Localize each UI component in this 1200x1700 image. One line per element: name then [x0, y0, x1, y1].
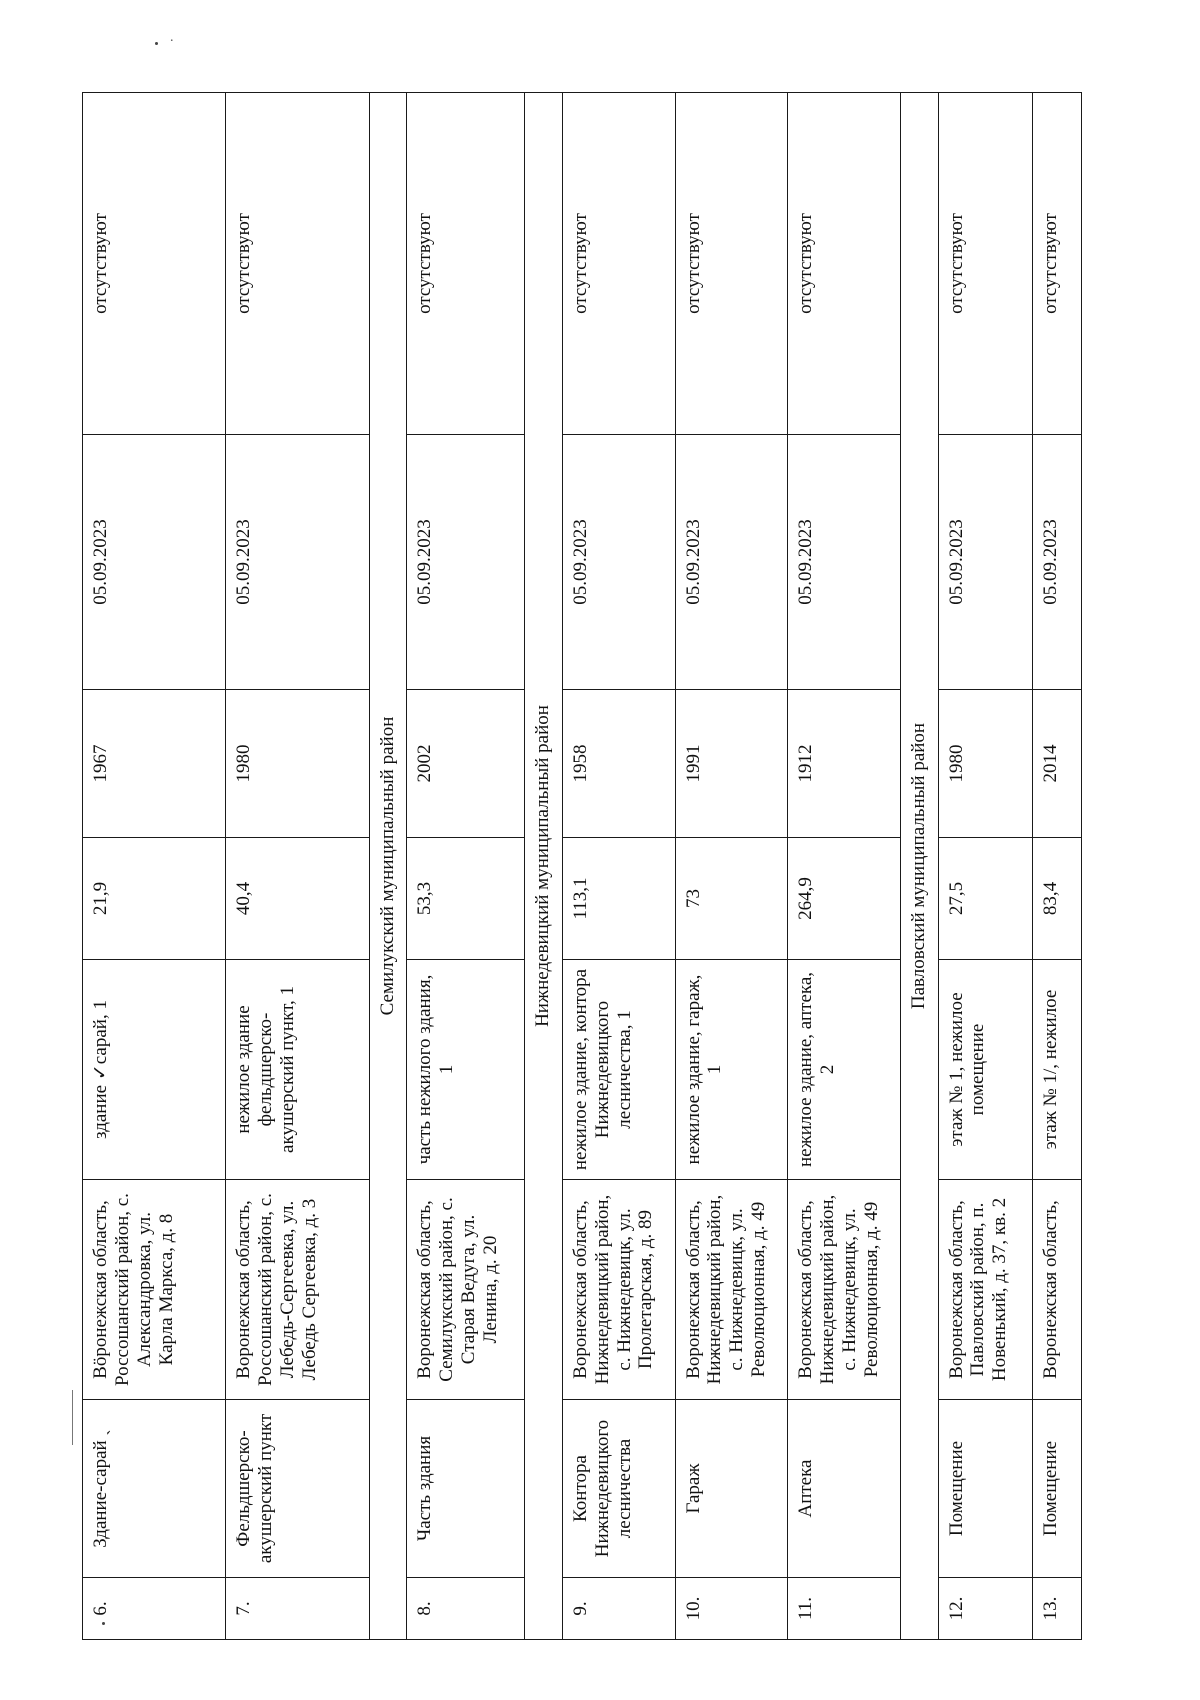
- object-year: 1991: [675, 690, 788, 838]
- object-name: Часть здания: [407, 1400, 525, 1578]
- row-number: 7.: [226, 1578, 369, 1640]
- object-purpose: здание ✓сарай, 1: [83, 960, 226, 1180]
- object-encumbrance: отсутствуют: [788, 93, 901, 435]
- object-area: 264,9: [788, 838, 901, 960]
- object-area: 21,9: [83, 838, 226, 960]
- object-area: 73: [675, 838, 788, 960]
- object-encumbrance: отсутствуют: [83, 93, 226, 435]
- row-number: 13.: [1032, 1578, 1081, 1640]
- row-number: 12.: [938, 1578, 1032, 1640]
- table-row: [938, 93, 1032, 1640]
- object-purpose: нежилое здание, контора Нижнедевицкого лесничества, 1: [562, 960, 675, 1180]
- object-date: 05.09.2023: [83, 435, 226, 690]
- object-date: 05.09.2023: [675, 435, 788, 690]
- object-year: 1967: [83, 690, 226, 838]
- margin-mark: [72, 1390, 79, 1445]
- row-number: 9.: [562, 1578, 675, 1640]
- table-row: [407, 93, 525, 1640]
- object-address: Вöронежская область, Россошанский район, с. Александровка, ул. Карла Маркса, д. 8: [83, 1180, 226, 1400]
- object-year: 1912: [788, 690, 901, 838]
- object-address: Воронежская область, Павловский район, п. Новенький, д. 37, кв. 2: [938, 1180, 1032, 1400]
- object-purpose: нежилое здание, аптека, 2: [788, 960, 901, 1180]
- object-encumbrance: отсутствуют: [562, 93, 675, 435]
- object-name: Помещение: [938, 1400, 1032, 1578]
- object-area: 53,3: [407, 838, 525, 960]
- object-date: 05.09.2023: [788, 435, 901, 690]
- district-heading: Нижнедевицкий муниципальный район: [525, 93, 563, 1640]
- object-year: 1958: [562, 690, 675, 838]
- object-address: Воронежская область,: [1032, 1180, 1081, 1400]
- row-number: 8.: [407, 1578, 525, 1640]
- object-date: 05.09.2023: [562, 435, 675, 690]
- object-date: 05.09.2023: [407, 435, 525, 690]
- object-name: Аптека: [788, 1400, 901, 1578]
- object-name: Здание-сарай ˎ: [83, 1400, 226, 1578]
- object-name: Гараж: [675, 1400, 788, 1578]
- object-purpose: часть нежилого здания, 1: [407, 960, 525, 1180]
- property-table: [82, 92, 1082, 1640]
- scan-speck: [155, 42, 158, 45]
- row-number: 6.: [83, 1578, 226, 1640]
- object-encumbrance: отсутствуют: [226, 93, 369, 435]
- object-name: Контора Нижнедевицкого лесничества: [562, 1400, 675, 1578]
- district-row: [369, 93, 407, 1640]
- table-row: [675, 93, 788, 1640]
- table-row: [1032, 93, 1081, 1640]
- row-number: 11.: [788, 1578, 901, 1640]
- row-number: 10.: [675, 1578, 788, 1640]
- object-encumbrance: отсутствуют: [938, 93, 1032, 435]
- object-purpose: этаж № 1, нежилое помещение: [938, 960, 1032, 1180]
- district-row: [525, 93, 563, 1640]
- table-row: [226, 93, 369, 1640]
- object-year: 2014: [1032, 690, 1081, 838]
- object-year: 2002: [407, 690, 525, 838]
- header-mark: .: [170, 30, 174, 45]
- object-date: 05.09.2023: [1032, 435, 1081, 690]
- table-row: [83, 93, 226, 1640]
- object-address: Воронежская область, Нижнедевицкий район, с. Нижнедевицк, ул. Революционная, д. 49: [788, 1180, 901, 1400]
- object-encumbrance: отсутствуют: [1032, 93, 1081, 435]
- object-year: 1980: [226, 690, 369, 838]
- object-purpose: нежилое здание, гараж, 1: [675, 960, 788, 1180]
- object-name: Помещение: [1032, 1400, 1081, 1578]
- object-area: 83,4: [1032, 838, 1081, 960]
- rotated-table-container: [82, 93, 1082, 1640]
- object-date: 05.09.2023: [226, 435, 369, 690]
- object-purpose: нежилое здание фельдшерско-акушерский пункт, 1: [226, 960, 369, 1180]
- object-area: 40,4: [226, 838, 369, 960]
- object-address: Воронежская область, Нижнедевицкий район, с. Нижнедевицк, ул. Революционная, д. 49: [675, 1180, 788, 1400]
- district-heading: Семилукский муниципальный район: [369, 93, 407, 1640]
- object-address: Воронежская область, Семилукский район, с. Старая Ведуга, ул. Ленина, д. 20: [407, 1180, 525, 1400]
- table-row: [788, 93, 901, 1640]
- district-heading: Павловский муниципальный район: [900, 93, 938, 1640]
- object-encumbrance: отсутствуют: [675, 93, 788, 435]
- object-encumbrance: отсутствуют: [407, 93, 525, 435]
- table-row: [562, 93, 675, 1640]
- object-address: Воронежская область, Россошанский район, с. Лебедь-Сергеевка, ул. Лебедь Сергеевка, д. 3: [226, 1180, 369, 1400]
- object-name: Фельдшерско-акушерский пункт: [226, 1400, 369, 1578]
- object-year: 1980: [938, 690, 1032, 838]
- object-date: 05.09.2023: [938, 435, 1032, 690]
- object-area: 27,5: [938, 838, 1032, 960]
- object-purpose: этаж № 1/, нежилое: [1032, 960, 1081, 1180]
- object-address: Воронежская область, Нижнедевицкий район, с. Нижнедевицк, ул. Пролетарская, д. 89: [562, 1180, 675, 1400]
- object-area: 113,1: [562, 838, 675, 960]
- district-row: [900, 93, 938, 1640]
